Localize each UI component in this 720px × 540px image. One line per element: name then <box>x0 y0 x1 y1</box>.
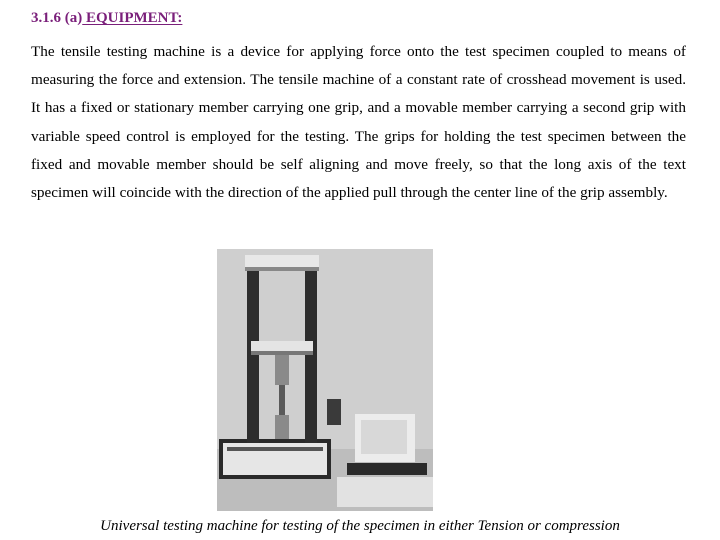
section-title: EQUIPMENT: <box>82 10 183 26</box>
figure-caption: Universal testing machine for testing of the specimen in either Tension or compression <box>100 518 620 534</box>
utm-photo <box>217 249 433 511</box>
section-number: 3.1.6 (a) <box>31 10 83 26</box>
section-heading <box>31 10 182 27</box>
equipment-paragraph: The tensile testing machine is a device for applying force onto the test specimen coupled to means of measuring the force and extension. The tensile machine of a constant rate of crosshead movement is used. It has a fixed or stationary member carrying one grip, and a movable member carrying a second grip with variable speed control is employed for the testing. The grips for holding the test specimen between the fixed and movable member should be self aligning and move freely, so that the long axis of the text specimen will coincide with the direction of the applied pull through the center line of the grip assembly. <box>31 43 686 202</box>
